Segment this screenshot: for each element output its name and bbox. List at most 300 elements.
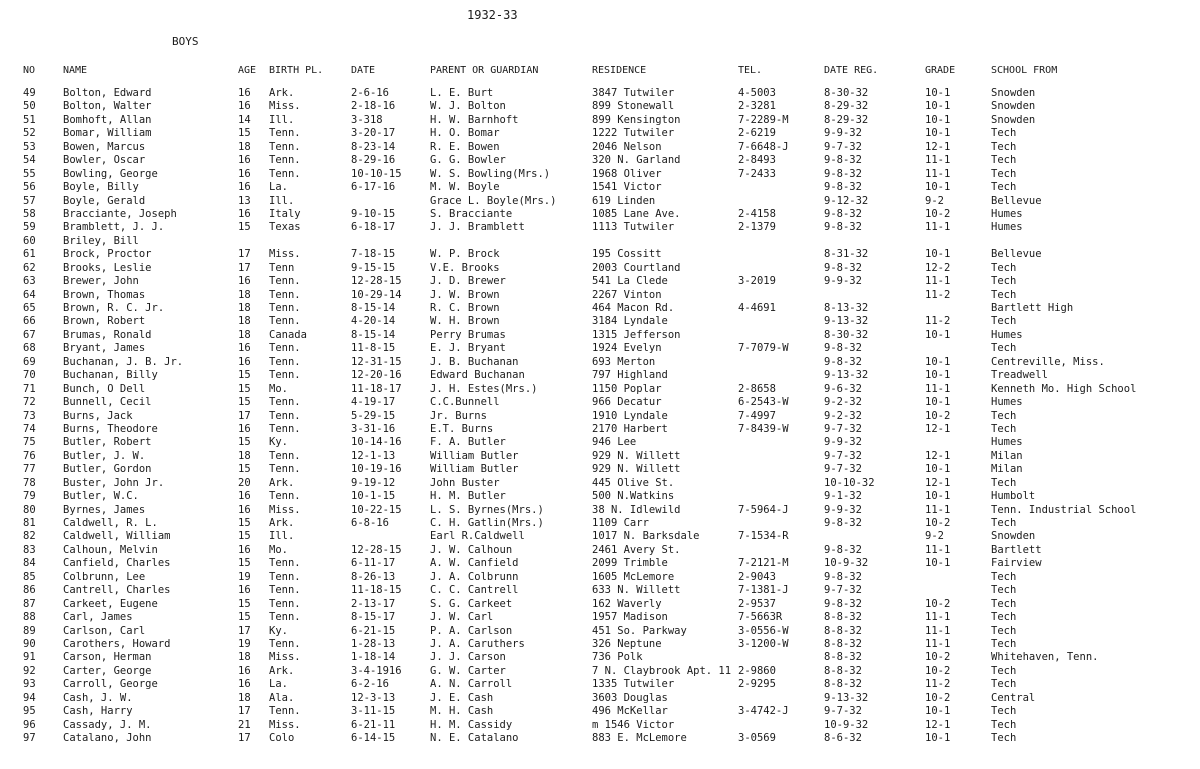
birth-date: 12-31-15 (351, 355, 402, 368)
date-registered: 9-12-32 (824, 194, 869, 207)
residence: 736 Polk (592, 651, 643, 664)
row-no: 78 (23, 476, 36, 489)
birth-place: Tenn. (269, 342, 301, 355)
birth-place: Tenn. (269, 463, 301, 476)
grade: 11-1 (925, 503, 951, 516)
birth-place: Miss. (269, 503, 301, 516)
telephone: 4-4691 (738, 302, 776, 314)
student-name: Carothers, Howard (63, 637, 171, 650)
row-no: 58 (23, 207, 36, 220)
birth-date: 8-15-14 (351, 302, 396, 314)
residence: 1541 Victor (592, 181, 662, 194)
grade: 11-1 (925, 611, 951, 624)
student-name: Butler, J. W. (63, 449, 146, 462)
student-age: 15 (238, 436, 251, 449)
grade: 10-1 (925, 396, 951, 409)
student-name: Bolton, Walter (63, 100, 152, 113)
student-age: 16 (238, 664, 251, 677)
residence: 3184 Lyndale (592, 315, 668, 328)
student-name: Calhoun, Melvin (63, 543, 158, 556)
residence: 445 Olive St. (592, 476, 675, 489)
birth-place: Ky. (269, 624, 288, 637)
birth-place: Ark. (269, 517, 295, 529)
student-age: 16 (238, 167, 251, 180)
grade: 11-1 (925, 382, 951, 395)
birth-date: 12-28-15 (351, 543, 402, 556)
school-from: Milan (991, 449, 1023, 462)
birth-place: Tenn. (269, 597, 301, 610)
student-age: 18 (238, 288, 251, 301)
grade: 10-2 (925, 691, 951, 704)
row-no: 74 (23, 422, 36, 435)
birth-place: Tenn. (269, 275, 301, 288)
birth-date: 2-13-17 (351, 597, 396, 610)
row-no: 54 (23, 154, 36, 167)
student-age: 15 (238, 557, 251, 570)
grade: 10-1 (925, 87, 951, 99)
school-from: Tech (991, 409, 1017, 422)
grade: 12-1 (925, 422, 951, 435)
row-no: 95 (23, 705, 36, 718)
table-row (0, 638, 1200, 651)
student-name: Bolton, Edward (63, 87, 152, 99)
date-registered: 9-6-32 (824, 382, 862, 395)
header-grade: GRADE (925, 65, 956, 76)
residence: 883 E. McLemore (592, 732, 687, 744)
birth-place: Miss. (269, 248, 301, 261)
residence: 1315 Jefferson (592, 328, 681, 341)
residence: 1109 Carr (592, 517, 649, 529)
student-age: 15 (238, 369, 251, 382)
row-no: 66 (23, 315, 36, 328)
grade: 11-1 (925, 624, 951, 637)
table-row (0, 100, 1200, 113)
header-no: NO (23, 65, 36, 76)
residence: 797 Highland (592, 369, 668, 382)
grade: 10-1 (925, 705, 951, 718)
parent-guardian: G. W. Carter (430, 664, 506, 677)
birth-date: 10-19-16 (351, 463, 402, 476)
residence: 899 Kensington (592, 113, 681, 126)
grade: 11-1 (925, 275, 951, 288)
table-row (0, 477, 1200, 490)
birth-date: 7-18-15 (351, 248, 396, 261)
birth-date: 4-19-17 (351, 396, 396, 409)
student-age: 17 (238, 261, 251, 274)
parent-guardian: J. W. Carl (430, 611, 494, 624)
grade: 10-2 (925, 664, 951, 677)
school-from: Tech (991, 181, 1017, 194)
residence: 1957 Madison (592, 611, 668, 624)
school-from: Snowden (991, 100, 1036, 113)
birth-date: 6-8-16 (351, 517, 389, 529)
table-row (0, 530, 1200, 543)
table-row (0, 732, 1200, 745)
telephone: 7-2289-M (738, 113, 789, 126)
birth-place: Tenn. (269, 127, 301, 140)
date-registered: 9-8-32 (824, 181, 862, 194)
birth-place: Tenn. (269, 167, 301, 180)
student-name: Carter, George (63, 664, 152, 677)
date-registered: 9-7-32 (824, 463, 862, 476)
student-age: 18 (238, 140, 251, 153)
school-from: Kenneth Mo. High School (991, 382, 1137, 395)
birth-date: 10-10-15 (351, 167, 402, 180)
table-row (0, 665, 1200, 678)
table-row (0, 208, 1200, 221)
date-registered: 9-2-32 (824, 409, 862, 422)
grade: 10-1 (925, 113, 951, 126)
grade: 12-2 (925, 261, 951, 274)
parent-guardian: J. J. Carson (430, 651, 506, 664)
row-no: 59 (23, 221, 36, 234)
grade: 10-1 (925, 732, 951, 744)
row-no: 96 (23, 718, 36, 731)
student-name: Carkeet, Eugene (63, 597, 158, 610)
birth-place: Canada (269, 328, 307, 341)
student-name: Buchanan, Billy (63, 369, 158, 382)
student-age: 16 (238, 181, 251, 194)
date-registered: 9-13-32 (824, 315, 869, 328)
parent-guardian: M. H. Cash (430, 705, 494, 718)
residence: 1085 Lane Ave. (592, 207, 681, 220)
residence: 966 Decatur (592, 396, 662, 409)
grade: 9-2 (925, 194, 944, 207)
row-no: 72 (23, 396, 36, 409)
telephone: 2-8493 (738, 154, 776, 167)
student-name: Bracciante, Joseph (63, 207, 177, 220)
date-registered: 8-30-32 (824, 328, 869, 341)
birth-place: Tenn. (269, 705, 301, 718)
row-no: 89 (23, 624, 36, 637)
parent-guardian: J. J. Bramblett (430, 221, 525, 234)
header-birth-place: BIRTH PL. (269, 65, 324, 76)
parent-guardian: J. D. Brewer (430, 275, 506, 288)
parent-guardian: Perry Brumas (430, 328, 506, 341)
date-registered: 9-8-32 (824, 570, 862, 583)
date-registered: 9-8-32 (824, 221, 862, 234)
residence: 2003 Courtland (592, 261, 681, 274)
row-no: 52 (23, 127, 36, 140)
row-no: 63 (23, 275, 36, 288)
birth-date: 11-18-17 (351, 382, 402, 395)
date-registered: 8-29-32 (824, 113, 869, 126)
grade: 9-2 (925, 530, 944, 543)
residence: 1924 Evelyn (592, 342, 662, 355)
birth-place: Ark. (269, 664, 295, 677)
birth-date: 6-17-16 (351, 181, 396, 194)
row-no: 76 (23, 449, 36, 462)
date-registered: 9-7-32 (824, 140, 862, 153)
residence: 1113 Tutwiler (592, 221, 675, 234)
student-name: Carl, James (63, 611, 133, 624)
row-no: 55 (23, 167, 36, 180)
student-age: 18 (238, 315, 251, 328)
residence: 1017 N. Barksdale (592, 530, 700, 543)
birth-date: 6-2-16 (351, 678, 389, 691)
header-parent: PARENT OR GUARDIAN (430, 65, 539, 76)
birth-place: Tenn. (269, 449, 301, 462)
table-row (0, 625, 1200, 638)
date-registered: 8-6-32 (824, 732, 862, 744)
school-from: Humes (991, 396, 1023, 409)
row-no: 71 (23, 382, 36, 395)
school-from: Tech (991, 167, 1017, 180)
birth-place: Ky. (269, 436, 288, 449)
school-from: Tech (991, 476, 1017, 489)
date-registered: 9-8-32 (824, 342, 862, 355)
school-from: Bartlett (991, 543, 1042, 556)
table-row (0, 127, 1200, 140)
residence: 320 N. Garland (592, 154, 681, 167)
parent-guardian: S. Bracciante (430, 207, 513, 220)
student-age: 21 (238, 718, 251, 731)
school-from: Tech (991, 597, 1017, 610)
student-name: Bowler, Oscar (63, 154, 146, 167)
parent-guardian: L. E. Burt (430, 87, 494, 99)
student-age: 16 (238, 503, 251, 516)
table-row (0, 517, 1200, 530)
row-no: 50 (23, 100, 36, 113)
table-row (0, 87, 1200, 100)
birth-place: Ala. (269, 691, 295, 704)
parent-guardian: W. H. Brown (430, 315, 500, 328)
school-from: Tech (991, 705, 1017, 718)
student-name: Bomar, William (63, 127, 152, 140)
student-age: 16 (238, 584, 251, 597)
table-row (0, 221, 1200, 234)
table-row (0, 168, 1200, 181)
table-row (0, 436, 1200, 449)
school-from: Humes (991, 221, 1023, 234)
table-row (0, 463, 1200, 476)
residence: 929 N. Willett (592, 449, 681, 462)
date-registered: 9-8-32 (824, 597, 862, 610)
grade: 10-1 (925, 369, 951, 382)
parent-guardian: P. A. Carlson (430, 624, 513, 637)
residence: 899 Stonewall (592, 100, 675, 113)
grade: 12-1 (925, 718, 951, 731)
page-year: 1932-33 (467, 8, 518, 22)
student-name: Caldwell, R. L. (63, 517, 158, 529)
date-registered: 9-9-32 (824, 127, 862, 140)
table-row (0, 369, 1200, 382)
birth-date: 6-21-11 (351, 718, 396, 731)
birth-date: 9-15-15 (351, 261, 396, 274)
parent-guardian: J. E. Cash (430, 691, 494, 704)
row-no: 97 (23, 732, 36, 744)
table-row (0, 544, 1200, 557)
birth-place: Texas (269, 221, 301, 234)
table-row (0, 490, 1200, 503)
telephone: 7-2433 (738, 167, 776, 180)
date-registered: 9-8-32 (824, 167, 862, 180)
table-row (0, 396, 1200, 409)
header-date: DATE (351, 65, 376, 76)
table-row (0, 181, 1200, 194)
grade: 11-1 (925, 154, 951, 167)
parent-guardian: E. J. Bryant (430, 342, 506, 355)
student-name: Colbrunn, Lee (63, 570, 146, 583)
student-name: Burns, Jack (63, 409, 133, 422)
header-school-from: SCHOOL FROM (991, 65, 1058, 76)
birth-date: 3-11-15 (351, 705, 396, 718)
row-no: 49 (23, 87, 36, 99)
table-row (0, 262, 1200, 275)
student-age: 15 (238, 221, 251, 234)
birth-date: 10-22-15 (351, 503, 402, 516)
residence: 451 So. Parkway (592, 624, 687, 637)
school-from: Tech (991, 127, 1017, 140)
date-registered: 8-29-32 (824, 100, 869, 113)
table-row (0, 289, 1200, 302)
student-age: 14 (238, 113, 251, 126)
birth-date: 1-28-13 (351, 637, 396, 650)
student-name: Bowling, George (63, 167, 158, 180)
birth-date: 8-26-13 (351, 570, 396, 583)
row-no: 73 (23, 409, 36, 422)
table-row (0, 383, 1200, 396)
telephone: 2-9043 (738, 570, 776, 583)
row-no: 88 (23, 611, 36, 624)
telephone: 3-4742-J (738, 705, 789, 718)
telephone: 3-1200-W (738, 637, 789, 650)
residence: 2170 Harbert (592, 422, 668, 435)
birth-date: 1-18-14 (351, 651, 396, 664)
row-no: 56 (23, 181, 36, 194)
telephone: 4-5003 (738, 87, 776, 99)
birth-date: 6-21-15 (351, 624, 396, 637)
table-row (0, 598, 1200, 611)
telephone: 2-4158 (738, 207, 776, 220)
birth-place: Tenn. (269, 422, 301, 435)
student-age: 18 (238, 302, 251, 314)
student-age: 16 (238, 490, 251, 503)
birth-place: Tenn. (269, 302, 301, 314)
date-registered: 9-7-32 (824, 449, 862, 462)
birth-date: 12-1-13 (351, 449, 396, 462)
birth-date: 3-31-16 (351, 422, 396, 435)
student-name: Buster, John Jr. (63, 476, 165, 489)
student-name: Burns, Theodore (63, 422, 158, 435)
parent-guardian: W. S. Bowling(Mrs.) (430, 167, 551, 180)
row-no: 84 (23, 557, 36, 570)
birth-date: 10-14-16 (351, 436, 402, 449)
birth-date: 12-20-16 (351, 369, 402, 382)
parent-guardian: Earl R.Caldwell (430, 530, 525, 543)
date-registered: 8-30-32 (824, 87, 869, 99)
table-row (0, 651, 1200, 664)
table-row (0, 342, 1200, 355)
birth-date: 9-10-15 (351, 207, 396, 220)
birth-date: 6-14-15 (351, 732, 396, 744)
birth-place: Tenn. (269, 369, 301, 382)
birth-place: Miss. (269, 100, 301, 113)
parent-guardian: A. W. Canfield (430, 557, 519, 570)
telephone: 7-5663R (738, 611, 783, 624)
student-age: 18 (238, 449, 251, 462)
residence: 3603 Douglas (592, 691, 668, 704)
student-name: Brown, Thomas (63, 288, 146, 301)
birth-date: 12-28-15 (351, 275, 402, 288)
date-registered: 10-9-32 (824, 718, 869, 731)
date-registered: 10-9-32 (824, 557, 869, 570)
grade: 11-1 (925, 221, 951, 234)
telephone: 2-1379 (738, 221, 776, 234)
grade: 10-1 (925, 355, 951, 368)
table-row (0, 248, 1200, 261)
student-name: Carson, Herman (63, 651, 152, 664)
table-row (0, 504, 1200, 517)
residence: 500 N.Watkins (592, 490, 675, 503)
student-name: Brown, R. C. Jr. (63, 302, 165, 314)
date-registered: 8-13-32 (824, 302, 869, 314)
table-row (0, 611, 1200, 624)
grade: 10-1 (925, 248, 951, 261)
student-name: Boyle, Billy (63, 181, 139, 194)
student-name: Cantrell, Charles (63, 584, 171, 597)
telephone: 7-1381-J (738, 584, 789, 597)
header-residence: RESIDENCE (592, 65, 647, 76)
residence: 2046 Nelson (592, 140, 662, 153)
row-no: 86 (23, 584, 36, 597)
telephone: 7-4997 (738, 409, 776, 422)
table-row (0, 195, 1200, 208)
student-name: Cash, Harry (63, 705, 133, 718)
date-registered: 8-31-32 (824, 248, 869, 261)
birth-place: Colo (269, 732, 295, 744)
parent-guardian: Grace L. Boyle(Mrs.) (430, 194, 557, 207)
school-from: Tech (991, 570, 1017, 583)
residence: 2267 Vinton (592, 288, 662, 301)
date-registered: 9-9-32 (824, 275, 862, 288)
student-name: Byrnes, James (63, 503, 146, 516)
row-no: 92 (23, 664, 36, 677)
table-row (0, 235, 1200, 248)
parent-guardian: W. P. Brock (430, 248, 500, 261)
residence: 929 N. Willett (592, 463, 681, 476)
grade: 10-2 (925, 207, 951, 220)
table-row (0, 154, 1200, 167)
row-no: 85 (23, 570, 36, 583)
telephone: 7-1534-R (738, 530, 789, 543)
school-from: Tech (991, 664, 1017, 677)
school-from: Tech (991, 315, 1017, 328)
birth-place: Miss. (269, 651, 301, 664)
parent-guardian: H. O. Bomar (430, 127, 500, 140)
table-row (0, 329, 1200, 342)
student-age: 16 (238, 678, 251, 691)
birth-place: Tenn. (269, 154, 301, 167)
row-no: 93 (23, 678, 36, 691)
birth-date: 9-19-12 (351, 476, 396, 489)
row-no: 65 (23, 302, 36, 314)
parent-guardian: V.E. Brooks (430, 261, 500, 274)
school-from: Central (991, 691, 1036, 704)
table-row (0, 557, 1200, 570)
grade: 10-1 (925, 463, 951, 476)
school-from: Fairview (991, 557, 1042, 570)
student-name: Cash, J. W. (63, 691, 133, 704)
birth-date: 3-4-1916 (351, 664, 402, 677)
grade: 11-2 (925, 315, 951, 328)
parent-guardian: John Buster (430, 476, 500, 489)
header-name: NAME (63, 65, 88, 76)
table-row (0, 678, 1200, 691)
parent-guardian: C. C. Cantrell (430, 584, 519, 597)
row-no: 62 (23, 261, 36, 274)
date-registered: 10-10-32 (824, 476, 875, 489)
